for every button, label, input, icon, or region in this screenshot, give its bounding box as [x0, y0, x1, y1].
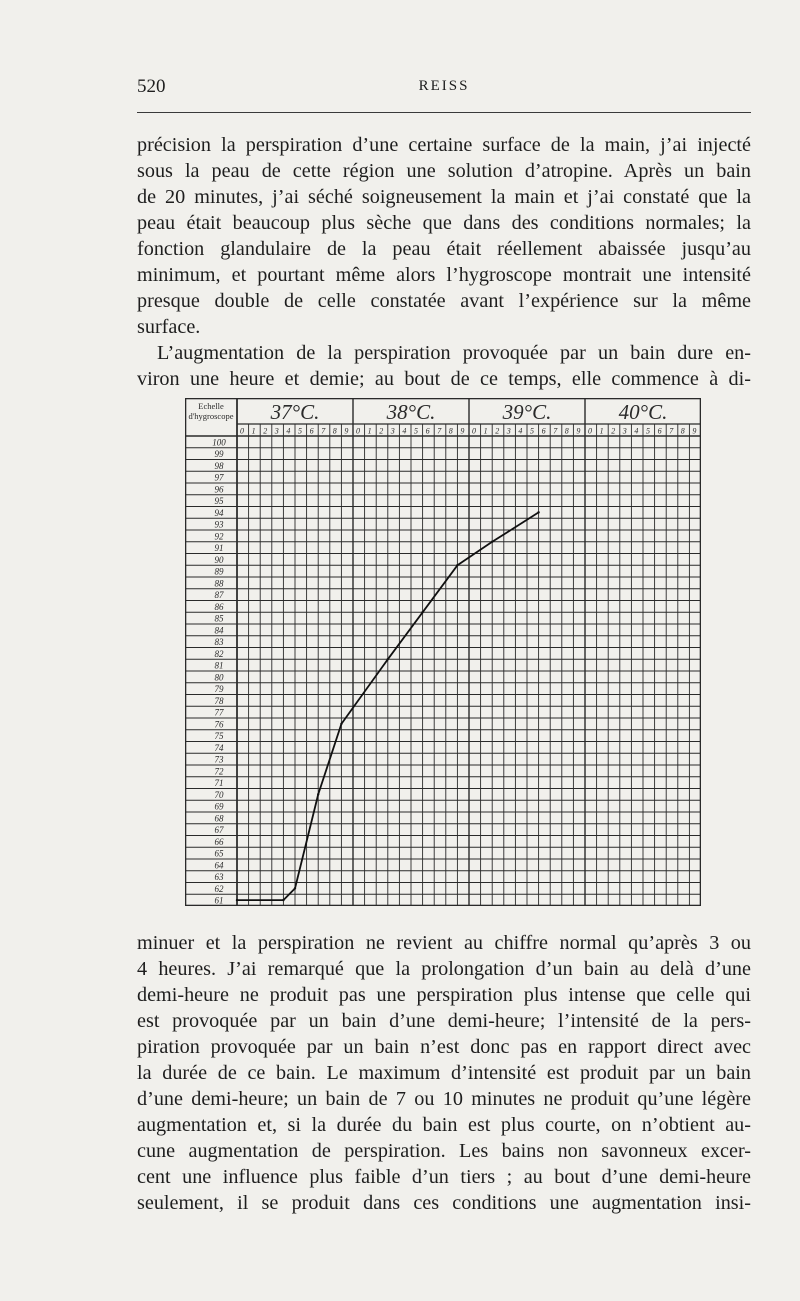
subdivision-label: 7 — [321, 426, 326, 436]
subdivision-label: 7 — [437, 426, 442, 436]
series-point — [421, 611, 423, 613]
text-line: L’augmentation de la perspiration provoquée par un bain dure en- — [157, 342, 751, 364]
subdivision-label: 3 — [390, 426, 395, 436]
subdivision-label: 9 — [692, 426, 697, 436]
hygroscope-chart — [185, 398, 701, 906]
y-tick-label: 71 — [214, 778, 224, 788]
text-line: augmentation et, si la durée du bain est plus courte, on n’obtient au- — [137, 1114, 751, 1136]
y-tick-label: 87 — [214, 590, 224, 600]
series-point — [282, 899, 284, 901]
text-line: viron une heure et demie; au bout de ce temps, elle commence à di- — [137, 368, 751, 390]
subdivision-label: 7 — [669, 426, 674, 436]
text-line: précision la perspiration d’une certaine surface de la main, j’ai injecté — [137, 134, 751, 156]
y-tick-label: 68 — [214, 813, 224, 824]
y-tick-label: 67 — [214, 825, 224, 835]
subdivision-label: 6 — [309, 426, 314, 436]
y-tick-label: 74 — [214, 742, 224, 753]
y-tick-label: 95 — [214, 496, 224, 506]
y-tick-label: 91 — [214, 543, 224, 553]
series-point — [236, 899, 238, 901]
subdivision-label: 6 — [657, 426, 662, 436]
text-line: de 20 minutes, j’ai séché soigneusement la main et j’ai constaté que la — [137, 186, 751, 208]
y-tick-label: 81 — [214, 660, 224, 671]
text-line: est provoquée par un bain d’une demi-heure; l’intensité de la pers- — [137, 1010, 751, 1032]
page-number: 520 — [137, 76, 166, 97]
body-text-top — [137, 132, 751, 392]
subdivision-label: 5 — [414, 426, 418, 436]
subdivision-label: 1 — [483, 426, 488, 436]
subdivision-label: 2 — [263, 426, 268, 436]
series-point — [340, 723, 342, 725]
subdivision-label: 2 — [611, 426, 616, 436]
page-header — [137, 76, 751, 100]
text-line: piration provoquée par un bain n’est donc pas en rapport direct avec — [137, 1036, 751, 1058]
subdivision-label: 3 — [506, 426, 511, 436]
subdivision-label: 0 — [472, 426, 476, 436]
temperature-label: 37°C. — [270, 400, 320, 424]
y-tick-label: 83 — [214, 637, 224, 647]
text-line: sous la peau de cette région une solution d’atropine. Après un bain — [137, 160, 751, 182]
series-point — [317, 793, 319, 795]
subdivision-label: 1 — [599, 426, 604, 436]
subdivision-label: 8 — [332, 426, 337, 436]
subdivision-label: 9 — [460, 426, 465, 436]
subdivision-label: 9 — [576, 426, 581, 436]
subdivision-label: 1 — [251, 426, 256, 436]
subdivision-label: 0 — [356, 426, 360, 436]
running-head: REISS — [418, 78, 470, 94]
scale-header-label: d'hygroscope — [188, 411, 234, 421]
temperature-label: 40°C. — [618, 400, 668, 424]
y-tick-label: 79 — [214, 684, 224, 694]
y-tick-label: 89 — [214, 566, 224, 577]
subdivision-label: 6 — [425, 426, 430, 436]
subdivision-label: 4 — [286, 426, 291, 436]
subdivision-label: 3 — [274, 426, 279, 436]
series-point — [456, 564, 458, 566]
text-line: demi-heure ne produit pas une perspiration plus intense que celle qui — [137, 984, 751, 1006]
subdivision-label: 0 — [588, 426, 592, 436]
y-tick-label: 77 — [214, 707, 224, 718]
subdivision-label: 3 — [622, 426, 627, 436]
y-tick-label: 63 — [214, 872, 224, 882]
series-point — [294, 887, 296, 889]
subdivision-label: 9 — [344, 426, 349, 436]
y-tick-label: 82 — [214, 648, 224, 659]
y-tick-label: 96 — [214, 484, 224, 495]
subdivision-label: 5 — [646, 426, 650, 436]
y-tick-label: 73 — [214, 754, 224, 765]
header-rule — [137, 112, 751, 113]
text-line: d’une demi-heure; un bain de 7 ou 10 minutes ne produit qu’une légère — [137, 1088, 751, 1110]
y-tick-label: 84 — [214, 625, 224, 636]
y-tick-label: 85 — [214, 613, 224, 624]
scale-header-label: Echelle — [198, 401, 224, 411]
y-tick-label: 80 — [214, 672, 224, 683]
y-tick-label: 70 — [214, 789, 224, 800]
subdivision-label: 7 — [553, 426, 558, 436]
y-tick-label: 78 — [214, 695, 224, 706]
y-tick-label: 88 — [214, 578, 224, 589]
text-line: la durée de ce bain. Le maximum d’intensité est produit par un bain — [137, 1062, 751, 1084]
y-tick-label: 62 — [214, 883, 224, 894]
subdivision-label: 1 — [367, 426, 372, 436]
subdivision-label: 4 — [634, 426, 639, 436]
y-tick-label: 94 — [214, 507, 224, 518]
y-tick-label: 99 — [214, 449, 224, 459]
subdivision-label: 6 — [541, 426, 546, 436]
y-tick-label: 90 — [214, 554, 224, 565]
text-line: presque double de celle constatée avant l’expérience sur la même — [137, 290, 751, 312]
y-tick-label: 97 — [214, 472, 224, 483]
text-line: 4 heures. J’ai remarqué que la prolongation d’un bain au delà d’une — [137, 958, 751, 980]
y-tick-label: 76 — [214, 719, 224, 730]
y-tick-label: 75 — [214, 731, 224, 741]
temperature-label: 39°C. — [502, 400, 552, 424]
chart-frame — [186, 399, 701, 906]
subdivision-label: 8 — [680, 426, 685, 436]
subdivision-label: 8 — [564, 426, 569, 436]
y-tick-label: 66 — [214, 836, 224, 847]
subdivision-label: 2 — [495, 426, 500, 436]
subdivision-label: 4 — [518, 426, 523, 436]
y-tick-label: 100 — [212, 437, 226, 448]
subdivision-label: 8 — [448, 426, 453, 436]
y-tick-label: 69 — [214, 801, 224, 812]
y-tick-label: 61 — [214, 895, 224, 906]
subdivision-label: 0 — [240, 426, 244, 436]
y-tick-label: 98 — [214, 460, 224, 471]
text-line: fonction glandulaire de la peau était réellement abaissée jusqu’au — [137, 238, 751, 260]
temperature-label: 38°C. — [386, 400, 436, 424]
text-line: seulement, il se produit dans ces conditions une augmentation insi- — [137, 1192, 751, 1214]
y-tick-label: 72 — [214, 766, 224, 777]
body-text-bottom — [137, 930, 751, 1216]
text-line: surface. — [137, 316, 201, 338]
series-point — [387, 658, 389, 660]
subdivision-label: 5 — [530, 426, 534, 436]
subdivision-label: 5 — [298, 426, 302, 436]
text-line: minuer et la perspiration ne revient au chiffre normal qu’après 3 ou — [137, 932, 751, 954]
series-point — [537, 511, 539, 513]
text-line: cune augmentation de perspiration. Les bains non savonneux excer- — [137, 1140, 751, 1162]
series-point — [491, 541, 493, 543]
y-tick-label: 92 — [214, 531, 224, 542]
text-line: minimum, et pourtant même alors l’hygroscope montrait une intensité — [137, 264, 751, 286]
y-tick-label: 65 — [214, 848, 224, 859]
subdivision-label: 2 — [379, 426, 384, 436]
y-tick-label: 86 — [214, 601, 224, 612]
text-line: cent une influence plus faible d’un tiers ; au bout d’une demi-heure — [137, 1166, 751, 1188]
subdivision-label: 4 — [402, 426, 407, 436]
y-tick-label: 64 — [214, 860, 224, 871]
y-tick-label: 93 — [214, 519, 224, 530]
text-line: peau était beaucoup plus sèche que dans des conditions normales; la — [137, 212, 751, 234]
